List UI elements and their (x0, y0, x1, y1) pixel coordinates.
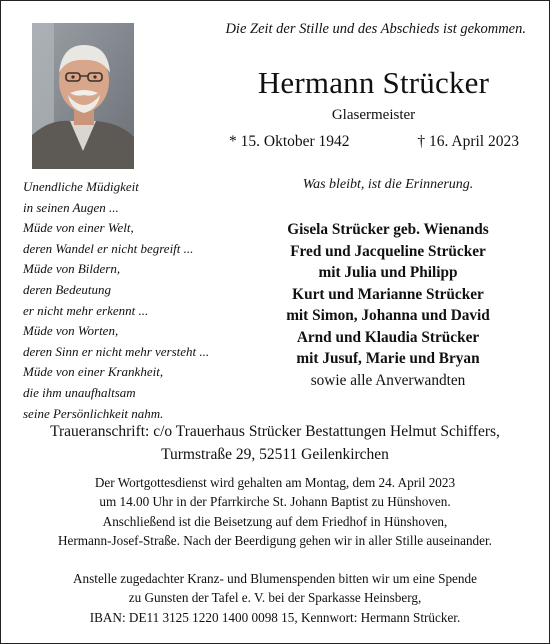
family-line: mit Jusuf, Marie und Bryan (296, 350, 480, 367)
memory-quote: Was bleibt, ist die Erinnerung. (302, 177, 474, 192)
poem-line: er nicht mehr erkennt ... (23, 302, 149, 318)
donation-line: IBAN: DE11 3125 1220 1400 0098 15, Kennwort: Hermann Strücker. (89, 609, 461, 625)
poem-line: Müde von Bildern, (23, 261, 121, 277)
motto: Die Zeit der Stille und des Abschieds ist gekommen. (225, 21, 526, 37)
donation-info (1, 569, 549, 627)
poem-line: Unendliche Müdigkeit (23, 179, 139, 194)
portrait-illustration (32, 23, 134, 169)
family-line: mit Julia und Philipp (318, 264, 458, 281)
family-line: mit Simon, Johanna und David (286, 307, 490, 324)
poem-line: deren Sinn er nicht mehr versteht ... (23, 343, 210, 359)
address-line: Turmstraße 29, 52511 Geilenkirchen (161, 445, 389, 463)
poem-line: Müde von Worten, (23, 323, 119, 339)
death-date: † 16. April 2023 (417, 133, 519, 150)
donation-line: zu Gunsten der Tafel e. V. bei der Sparkasse Heinsberg, (128, 590, 422, 606)
poem-line: in seinen Augen ... (23, 199, 119, 215)
service-line: Anschließend ist die Beisetzung auf dem Friedhof in Hünshoven, (102, 513, 448, 529)
poem-line: seine Persönlichkeit nahm. (23, 405, 164, 421)
portrait-photo (32, 23, 134, 169)
mourning-address (1, 421, 549, 466)
service-info (1, 473, 549, 550)
family-line: Arnd und Klaudia Strücker (296, 328, 480, 346)
poem-line: die ihm unaufhaltsam (23, 384, 136, 400)
profession: Glasermeister (331, 107, 416, 123)
poem-line: Müde von einer Krankheit, (23, 364, 164, 380)
service-line: Hermann-Josef-Straße. Nach der Beerdigung gehen wir in aller Stille auseinander. (58, 532, 492, 548)
family-line: Kurt und Marianne Strücker (292, 285, 484, 303)
poem-line: deren Bedeutung (23, 281, 111, 297)
service-line: um 14.00 Uhr in der Pfarrkirche St. Johann Baptist zu Hünshoven. (99, 494, 451, 510)
poem (23, 177, 263, 424)
family-line: Gisela Strücker geb. Wienands (287, 221, 489, 238)
family-list (233, 219, 543, 391)
deceased-name: Hermann Strücker (257, 65, 490, 100)
poem-line: Müde von einer Welt, (23, 220, 134, 236)
service-line: Der Wortgottesdienst wird gehalten am Montag, dem 24. April 2023 (94, 475, 456, 490)
birth-date: * 15. Oktober 1942 (229, 133, 350, 150)
address-line: Traueranschrift: c/o Trauerhaus Strücker Bestattungen Helmut Schiffers, (50, 423, 500, 440)
life-dates (229, 133, 519, 151)
donation-line: Anstelle zugedachter Kranz- und Blumenspenden bitten wir um eine Spende (73, 571, 477, 586)
family-closing: sowie alle Anverwandten (310, 371, 466, 389)
family-line: Fred und Jacqueline Strücker (290, 242, 486, 260)
poem-line: deren Wandel er nicht begreift ... (23, 240, 194, 256)
